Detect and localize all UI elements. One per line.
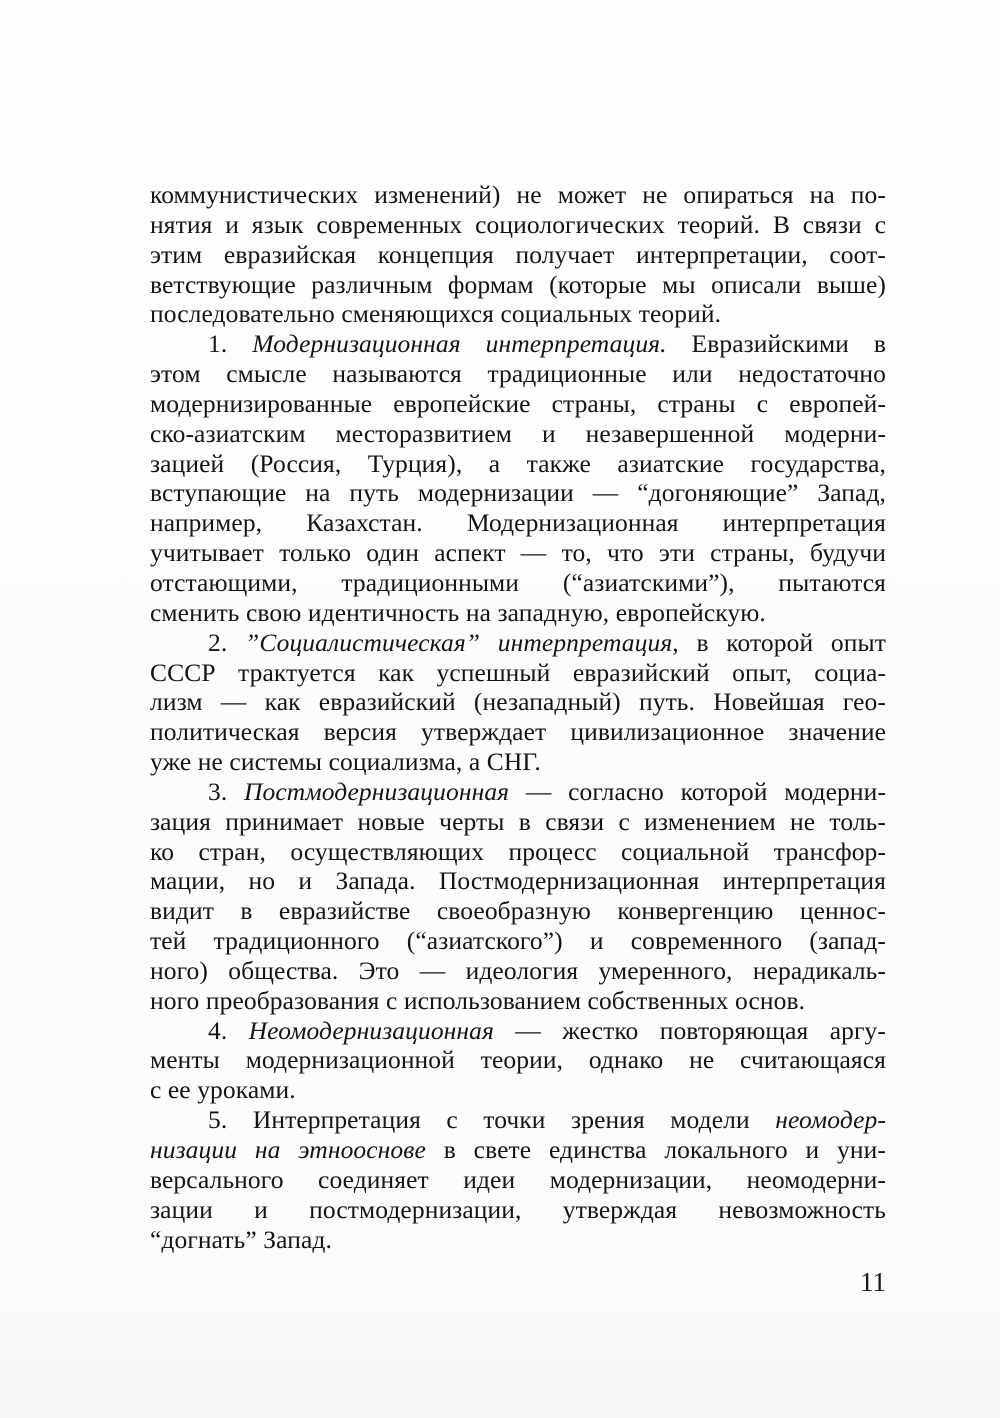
page-number: 11 xyxy=(860,1267,886,1297)
text-run: зация принимает новые черты в связи с изменением не толь- xyxy=(150,806,886,836)
text-run: последовательно сменяющихся социальных теорий. xyxy=(150,299,722,329)
text-run: 3. xyxy=(208,776,245,806)
text-run: учитывает только один аспект — то, что эти страны, будучи xyxy=(150,538,886,568)
text-line xyxy=(150,1075,886,1105)
text-line xyxy=(150,1225,886,1255)
text-line xyxy=(150,180,886,210)
text-run: неомодер- xyxy=(775,1105,886,1135)
text-line xyxy=(150,1195,886,1225)
text-run: коммунистических изменений) не может не опираться на по- xyxy=(150,180,886,209)
text-line xyxy=(150,837,886,867)
text-run: 5. Интерпретация с точки зрения модели xyxy=(208,1105,776,1135)
text-run: тей традиционного (“азиатского”) и современного (запад- xyxy=(150,926,886,956)
text-line xyxy=(150,419,886,449)
text-run: версального соединяет идеи модернизации, неомодерни- xyxy=(150,1164,886,1194)
text-line xyxy=(150,270,886,300)
text-line xyxy=(150,717,886,747)
text-line xyxy=(150,747,886,777)
text-run: Модернизационная интерпретация. xyxy=(252,329,667,359)
text-line xyxy=(150,807,886,837)
text-line xyxy=(150,896,886,926)
text-line xyxy=(150,777,886,807)
text-run: например, Казахстан. Модернизационная интерпретация xyxy=(150,508,886,538)
text-line xyxy=(150,1105,886,1135)
text-run: видит в евразийстве своеобразную конвергенцию ценнос- xyxy=(150,896,886,926)
text-line xyxy=(150,329,886,359)
text-run: , в которой опыт xyxy=(672,627,886,657)
text-line xyxy=(150,210,886,240)
text-run: модернизированные европейские страны, страны с европей- xyxy=(150,388,886,418)
text-run: — согласно которой модерни- xyxy=(509,776,886,806)
text-line xyxy=(150,598,886,628)
text-run: менты модернизационной теории, однако не считающаяся xyxy=(150,1045,886,1075)
text-line xyxy=(150,1045,886,1075)
text-line xyxy=(150,478,886,508)
text-run: этом смысле называются традиционные или недостаточно xyxy=(150,359,886,389)
text-line xyxy=(150,508,886,538)
text-line xyxy=(150,1016,886,1046)
text-line xyxy=(150,986,886,1016)
text-run: сменить свою идентичность на западную, европейскую. xyxy=(150,597,766,627)
text-line xyxy=(150,956,886,986)
text-line xyxy=(150,389,886,419)
text-run: с ее уроками. xyxy=(150,1075,296,1105)
text-run: СССР трактуется как успешный евразийский опыт, социа- xyxy=(150,657,886,687)
text-run: Евразийскими в xyxy=(666,329,887,359)
text-run: “догнать” Запад. xyxy=(150,1224,332,1254)
text-run: вступающие на путь модернизации — “догоняющие” Запад, xyxy=(150,478,886,508)
text-run: мации, но и Запада. Постмодернизационная интерпретация xyxy=(150,866,886,896)
text-run: Неомодернизационная xyxy=(248,1015,494,1045)
text-line xyxy=(150,1135,886,1165)
text-run: этим евразийская концепция получает интерпретации, соот- xyxy=(150,239,886,269)
text-run: уже не системы социализма, а СНГ. xyxy=(150,747,541,777)
text-run: в свете единства локального и уни- xyxy=(425,1135,886,1164)
text-run: ко стран, осуществляющих процесс социальной трансфор- xyxy=(150,836,886,866)
text-run: ветствующие различным формам (которые мы описали выше) xyxy=(150,269,886,299)
text-line xyxy=(150,240,886,270)
text-run: ско-азиатским месторазвитием и незавершенной модерни- xyxy=(150,418,886,448)
text-line xyxy=(150,299,886,329)
text-run: лизм — как евразийский (незападный) путь. Новейшая гео- xyxy=(150,687,886,717)
text-line xyxy=(150,687,886,717)
text-run: ного преобразования с использованием собственных основ. xyxy=(150,985,806,1015)
text-line xyxy=(150,866,886,896)
text-run: — жестко повторяющая аргу- xyxy=(493,1015,886,1045)
page-text xyxy=(150,180,886,1254)
text-run: 2. xyxy=(208,627,246,657)
text-run: ного) общества. Это — идеология умеренного, нерадикаль- xyxy=(150,955,886,985)
text-run: нятия и язык современных социологических теорий. В связи с xyxy=(150,209,886,239)
text-run: Постмодернизационная xyxy=(244,776,510,806)
text-line xyxy=(150,658,886,688)
text-line xyxy=(150,628,886,658)
text-line xyxy=(150,1165,886,1195)
text-run: политическая версия утверждает цивилизационное значение xyxy=(150,717,886,747)
text-line xyxy=(150,449,886,479)
text-run: отстающими, традиционными (“азиатскими”), пытаются xyxy=(150,567,886,597)
text-run: зации и постмодернизации, утверждая невозможность xyxy=(150,1194,886,1224)
text-run: 1. xyxy=(208,329,253,359)
text-line xyxy=(150,359,886,389)
text-run: ”Социалистическая” интерпретация xyxy=(245,627,673,657)
text-line xyxy=(150,926,886,956)
text-run: низации на этнооснове xyxy=(150,1135,426,1164)
text-line xyxy=(150,538,886,568)
text-run: зацией (Россия, Турция), а также азиатские государства, xyxy=(150,448,886,478)
text-run: 4. xyxy=(208,1015,249,1045)
text-line xyxy=(150,568,886,598)
